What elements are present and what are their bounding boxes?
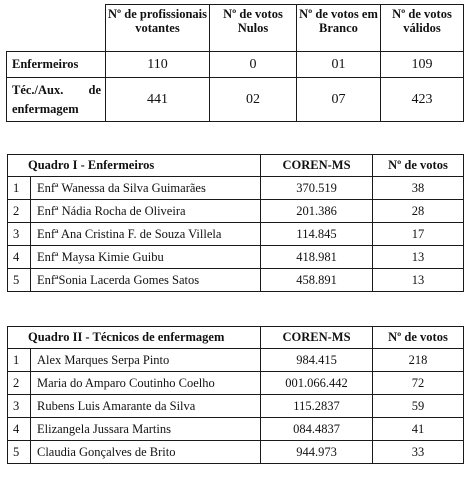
row-number: 5 xyxy=(8,441,31,464)
votes-summary-table xyxy=(6,4,464,122)
vote-count: 17 xyxy=(373,223,464,246)
coren-number: 418.981 xyxy=(261,246,373,269)
vote-count: 38 xyxy=(373,177,464,200)
table-row xyxy=(8,177,464,200)
quadro-enfermeiros-table xyxy=(7,154,464,292)
quadro2-header-row xyxy=(8,327,464,349)
coren-number: 084.4837 xyxy=(261,418,373,441)
summary-corner-cell xyxy=(7,5,106,52)
quadro1-title: Quadro I - Enfermeiros xyxy=(8,155,261,177)
summary-row-tecnicos xyxy=(7,78,464,122)
candidate-name: Enfª Maysa Kimie Guibu xyxy=(31,246,261,269)
candidate-name: EnfªSonia Lacerda Gomes Satos xyxy=(31,269,261,292)
coren-number: 944.973 xyxy=(261,441,373,464)
row-number: 5 xyxy=(8,269,31,292)
row-number: 1 xyxy=(8,177,31,200)
vote-count: 59 xyxy=(373,395,464,418)
cell-null: 0 xyxy=(210,52,297,78)
header-null-votes: Nº de votos Nulos xyxy=(210,5,297,52)
header-blank-votes: Nº de votos em Branco xyxy=(297,5,381,52)
table-row xyxy=(8,349,464,372)
quadro2-coren-header: COREN-MS xyxy=(261,327,373,349)
table-row xyxy=(8,418,464,441)
table-row xyxy=(8,395,464,418)
candidate-name: Claudia Gonçalves de Brito xyxy=(31,441,261,464)
summary-header-row xyxy=(7,5,464,52)
row-number: 2 xyxy=(8,372,31,395)
candidate-name: Alex Marques Serpa Pinto xyxy=(31,349,261,372)
row-number: 2 xyxy=(8,200,31,223)
cell-null: 02 xyxy=(210,78,297,122)
cell-voters: 110 xyxy=(106,52,210,78)
vote-count: 33 xyxy=(373,441,464,464)
vote-count: 28 xyxy=(373,200,464,223)
header-valid-votes: Nº de votos válidos xyxy=(381,5,464,52)
cell-voters: 441 xyxy=(106,78,210,122)
vote-count: 72 xyxy=(373,372,464,395)
cell-blank: 07 xyxy=(297,78,381,122)
row-number: 1 xyxy=(8,349,31,372)
vote-count: 41 xyxy=(373,418,464,441)
row-number: 4 xyxy=(8,418,31,441)
quadro2-votes-header: Nº de votos xyxy=(373,327,464,349)
quadro-tecnicos-table xyxy=(7,326,464,464)
coren-number: 201.386 xyxy=(261,200,373,223)
table-row xyxy=(8,372,464,395)
coren-number: 458.891 xyxy=(261,269,373,292)
candidate-name: Maria do Amparo Coutinho Coelho xyxy=(31,372,261,395)
candidate-name: Enfª Wanessa da Silva Guimarães xyxy=(31,177,261,200)
row-label-line2: enfermagem xyxy=(12,101,79,116)
coren-number: 370.519 xyxy=(261,177,373,200)
quadro1-votes-header: Nº de votos xyxy=(373,155,464,177)
coren-number: 114.845 xyxy=(261,223,373,246)
vote-count: 218 xyxy=(373,349,464,372)
row-label-de: de xyxy=(88,82,101,97)
row-number: 3 xyxy=(8,223,31,246)
candidate-name: Rubens Luis Amarante da Silva xyxy=(31,395,261,418)
row-label: Enfermeiros xyxy=(7,52,106,78)
table-row xyxy=(8,246,464,269)
cell-valid: 423 xyxy=(381,78,464,122)
coren-number: 115.2837 xyxy=(261,395,373,418)
row-label-line1: Téc./Aux. xyxy=(12,82,64,97)
row-label xyxy=(7,78,106,122)
row-number: 3 xyxy=(8,395,31,418)
table-row xyxy=(8,200,464,223)
table-row xyxy=(8,441,464,464)
coren-number: 001.066.442 xyxy=(261,372,373,395)
row-number: 4 xyxy=(8,246,31,269)
quadro2-title: Quadro II - Técnicos de enfermagem xyxy=(8,327,261,349)
cell-valid: 109 xyxy=(381,52,464,78)
quadro1-coren-header: COREN-MS xyxy=(261,155,373,177)
candidate-name: Enfª Ana Cristina F. de Souza Villela xyxy=(31,223,261,246)
candidate-name: Elizangela Jussara Martins xyxy=(31,418,261,441)
coren-number: 984.415 xyxy=(261,349,373,372)
vote-count: 13 xyxy=(373,269,464,292)
table-row xyxy=(8,269,464,292)
cell-blank: 01 xyxy=(297,52,381,78)
candidate-name: Enfª Nádia Rocha de Oliveira xyxy=(31,200,261,223)
header-voters: Nº de profissionais votantes xyxy=(106,5,210,52)
quadro1-header-row xyxy=(8,155,464,177)
summary-row-enfermeiros xyxy=(7,52,464,78)
table-row xyxy=(8,223,464,246)
vote-count: 13 xyxy=(373,246,464,269)
